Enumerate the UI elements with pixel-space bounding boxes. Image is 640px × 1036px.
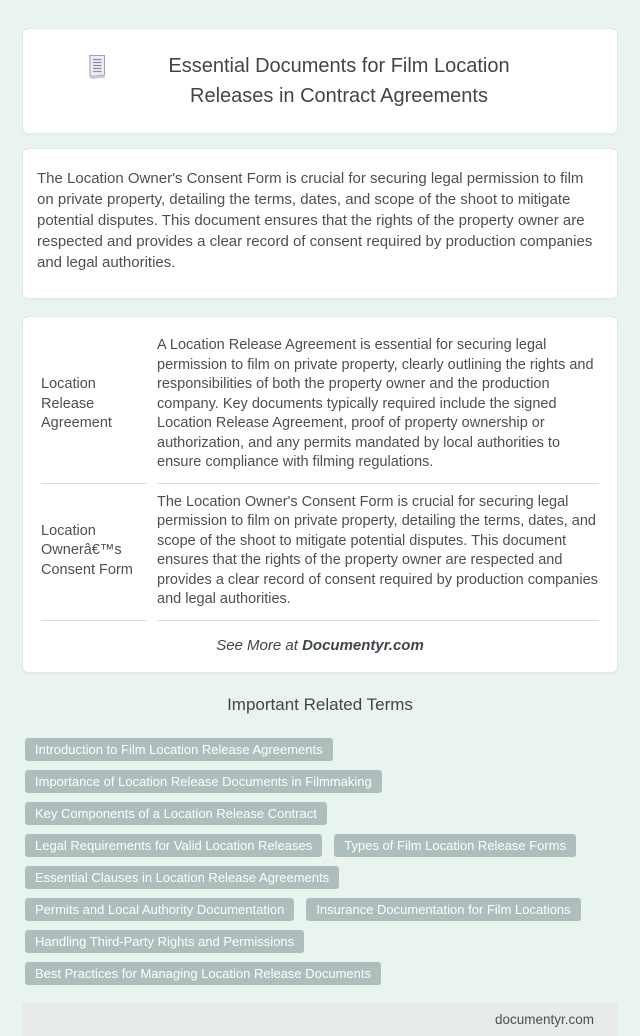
term-description: The Location Owner's Consent Form is crucial for securing legal permission to film on private property, detailing the terms, dates, and scope of the shoot to mitigate potential disputes. This document ensures that the rights of the property owner are respected and provides a clear record of consent required by production companies and legal authorities. [157,484,599,621]
related-term-tag[interactable]: Key Components of a Location Release Contract [25,802,327,825]
see-more-prefix: See More at [216,636,303,654]
header-card [22,28,618,134]
footer-bar [22,1003,618,1036]
related-term-tag[interactable]: Handling Third-Party Rights and Permissions [25,930,304,953]
term-name: Location Ownerâ€™s Consent Form [41,484,147,621]
terms-table-card [22,316,618,673]
receipt-icon [86,54,108,82]
related-term-tag[interactable]: Best Practices for Managing Location Release Documents [25,962,381,985]
related-term-tag[interactable]: Permits and Local Authority Documentation [25,898,294,921]
related-terms-list [22,738,618,985]
related-term-tag[interactable]: Legal Requirements for Valid Location Releases [25,834,322,857]
related-terms-heading: Important Related Terms [227,694,413,714]
related-term-tag[interactable]: Insurance Documentation for Film Locations [306,898,580,921]
related-term-tag[interactable]: Types of Film Location Release Forms [334,834,576,857]
intro-paragraph: The Location Owner's Consent Form is crucial for securing legal permission to film on private property, detailing the terms, dates, and scope of the shoot to mitigate potential disputes. This document ensures that the rights of the property owner are respected and provides a clear record of consent required by production companies and legal authorities. [37,170,593,271]
related-term-tag[interactable]: Introduction to Film Location Release Agreements [25,738,333,761]
term-name: Location Release Agreement [41,327,147,484]
table-row [41,327,599,484]
footer-site-label: documentyr.com [494,1011,594,1027]
related-term-tag[interactable]: Essential Clauses in Location Release Agreements [25,866,339,889]
term-description: A Location Release Agreement is essential for securing legal permission to film on private property, clearly outlining the rights and responsibilities of both the property owner and the production company. Key documents typically required include the signed Location Release Agreement, proof of property ownership or authorization, and any permits mandated by local authorities to ensure compliance with filming regulations. [157,327,599,484]
see-more-site: Documentyr.com [302,636,424,654]
intro-card [22,148,618,299]
table-row [41,484,599,621]
terms-table [31,327,609,621]
page-title: Essential Documents for Film Location Releases in Contract Agreements [168,55,510,107]
related-term-tag[interactable]: Importance of Location Release Documents in Filmmaking [25,770,382,793]
see-more-line [31,637,609,654]
